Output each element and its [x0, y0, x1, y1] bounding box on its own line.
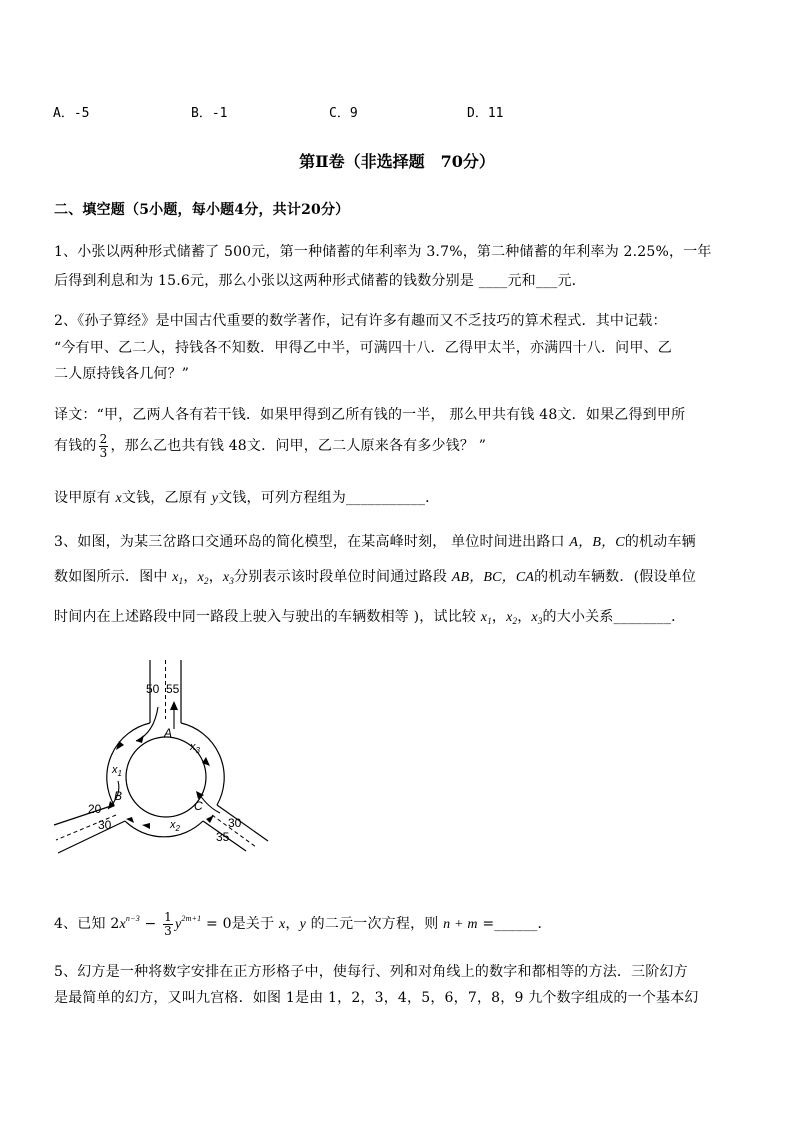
- q2-line-6-b: 文钱，乙原有: [121, 490, 212, 506]
- q4-y: y: [174, 917, 182, 932]
- arrowhead-ring-right: [202, 757, 210, 766]
- option-d: D．11: [467, 106, 504, 121]
- q2-line-5-start: 有钱的: [54, 438, 97, 454]
- arrowhead-top-in: [136, 735, 144, 743]
- q3-line-3-b: 的大小关系________．: [542, 609, 686, 625]
- q2-line-4: 译文：“甲，乙两人各有若干钱．如果甲得到乙所有钱的一半， 那么甲共有钱 48文．如果乙得到甲所: [54, 407, 686, 423]
- q3-line-2-e: 的机动车辆数．(假设单位: [534, 569, 697, 585]
- option-a: A．-5: [53, 106, 90, 121]
- label-50: 50: [146, 682, 160, 696]
- var-x2b: [506, 610, 517, 625]
- subscript-3: 3: [229, 576, 235, 586]
- subscript-1: 1: [178, 576, 184, 586]
- option-b: B．-1: [191, 106, 228, 121]
- part-title: 第Ⅱ卷（非选择题 70分）: [299, 152, 495, 171]
- q4-end: =______．: [477, 916, 552, 932]
- var-x3-letter: x: [222, 570, 230, 585]
- q3-line-1: [54, 531, 696, 551]
- q4-start: 4、已知 2: [54, 916, 120, 932]
- arrowhead-bottom-right: [206, 815, 214, 823]
- label-x3-sub: 3: [195, 746, 200, 755]
- arrowhead-bottom-left: [126, 817, 134, 823]
- outer-ring-bottom: [125, 821, 203, 837]
- label-x1-sub: 1: [117, 769, 122, 778]
- q1-line-1: 1、小张以两种形式储蓄了 500元，第一种储蓄的年利率为 3.7%，第二种储蓄的年利率为 2.25%，一年: [54, 244, 712, 260]
- q4-exp-n: n−3: [125, 914, 140, 923]
- q4-n-plus-m: n + m: [443, 917, 478, 932]
- subscript-3b: 3: [537, 616, 543, 626]
- q4-line: [54, 901, 552, 943]
- var-x1b-letter: x: [480, 610, 488, 625]
- q4-minus: −: [139, 916, 162, 932]
- var-x2b-letter: x: [506, 610, 513, 625]
- arrowhead-ring-bottom: [142, 823, 150, 829]
- q3-line-3-a: 时间内在上述路段中同一路段上驶入与驶出的车辆数相等 )，试比较: [54, 609, 481, 625]
- option-c: C．9: [329, 106, 358, 121]
- q3-line-3: 时间内在上述路段中同一路段上驶入与驶出的车辆数相等 )，试比较 $x_1$，$x_2$，$x_3$的大小关系________．: [54, 609, 686, 626]
- subscript-2b: 2: [512, 616, 518, 626]
- q5-line-2: 是最简单的幻方，又叫九宫格．如图 1是由 1，2，3，4，5，6，7，8，9 九个数字组成的一个基本幻: [54, 990, 699, 1006]
- roundabout-diagram: [50, 655, 280, 855]
- label-x2-sub: 2: [175, 824, 180, 833]
- label-x1: [111, 764, 122, 778]
- var-x: x: [115, 491, 122, 506]
- var-x3: [223, 570, 234, 585]
- q1-line-2: 后得到利息和为 15.6元，那么小张以这两种形式储蓄的钱数分别是 ____元和___元．: [54, 273, 586, 289]
- var-x2: [198, 570, 209, 585]
- q2-line-6-a: 设甲原有: [54, 490, 116, 506]
- q2-line-2: “今有甲、乙二人，持钱各不知数．甲得乙中半，可满四十八．乙得甲太半，亦满四十八．问甲、乙: [54, 340, 672, 356]
- q5-line-1: 5、幻方是一种将数字安排在正方形格子中，使每行、列和对角线上的数字和都相等的方法．三阶幻方: [54, 964, 688, 980]
- label-x2-letter: x: [170, 819, 176, 831]
- q3-points: A，B，C: [569, 535, 625, 550]
- q4-var-y: y: [299, 917, 307, 932]
- q2-line-5: [54, 428, 486, 464]
- section-title: 二、填空题（5小题，每小题4分，共计20分）: [54, 202, 350, 218]
- var-x3b-letter: x: [531, 610, 538, 625]
- subscript-2: 2: [204, 576, 209, 586]
- q2-line-3: 二人原持钱各几何？”: [54, 366, 190, 382]
- label-A: A: [164, 726, 173, 740]
- label-55: 55: [166, 682, 180, 696]
- label-35: 35: [216, 830, 230, 844]
- q4-fraction: [163, 911, 173, 938]
- var-x2-letter: x: [197, 570, 204, 585]
- q4-frac-denominator: 3: [164, 923, 172, 938]
- q4-comma: ，: [285, 916, 300, 932]
- q3-line-2-c: 分别表示该时段单位时间通过路段: [234, 569, 452, 585]
- var-x1: [172, 570, 183, 585]
- q4-exp-m: 2m+1: [181, 914, 202, 923]
- var-x1b: [481, 610, 492, 625]
- q2-line-1: 2、《孙子算经》是中国古代重要的数学著作，记有许多有趣而又不乏技巧的算术程式．其中记载：: [54, 313, 667, 329]
- label-x3-letter: x: [190, 741, 196, 753]
- label-30-right: 30: [228, 816, 242, 830]
- q2-line-6-c: 文钱，可列方程组为___________．: [218, 490, 440, 506]
- var-x1-letter: x: [172, 570, 179, 585]
- subscript-1b: 1: [487, 616, 492, 626]
- q3-line-1-c: 的机动车辆: [624, 534, 696, 550]
- var-y: y: [211, 491, 219, 506]
- q3-line-1-a: 3、如图，为某三岔路口交通环岛的简化模型，在某高峰时刻， 单位时间进出路口: [54, 534, 570, 550]
- label-30-left: 30: [98, 818, 112, 832]
- q2-line-6: [54, 487, 439, 507]
- arrowhead-top-out: [170, 701, 178, 710]
- label-x1-letter: x: [112, 764, 118, 776]
- fraction-denominator: 3: [99, 445, 108, 460]
- label-x2: [169, 819, 181, 833]
- q3-line-2: 数如图所示．图中 $x_1$，$x_2$，$x_3$分别表示该时段单位时间通过路段 AB，BC，CA的机动车辆数．(假设单位: [54, 569, 697, 586]
- q4-var-x: x: [278, 917, 286, 932]
- label-B: B: [114, 789, 123, 803]
- q3-line-2-a: 数如图所示．图中: [54, 569, 173, 585]
- q4-frac-numerator: 1: [164, 909, 172, 924]
- label-C: C: [194, 799, 203, 813]
- q2-line-5-end: ，那么乙也共有钱 48文．问甲，乙二人原来各有多少钱？ ”: [110, 438, 487, 454]
- left-road-bottom-edge: [58, 821, 125, 853]
- q3-segments: AB，BC，CA: [451, 570, 535, 585]
- fraction-two-thirds: [99, 433, 109, 460]
- q4-x: x: [119, 917, 126, 932]
- fraction-numerator: 2: [99, 431, 108, 446]
- var-x3b: [531, 610, 542, 625]
- q4-eq: = 0是关于: [201, 916, 279, 932]
- label-x3: [189, 741, 201, 755]
- label-20: 20: [88, 802, 102, 816]
- q4-mid: 的二元一次方程，则: [306, 916, 444, 932]
